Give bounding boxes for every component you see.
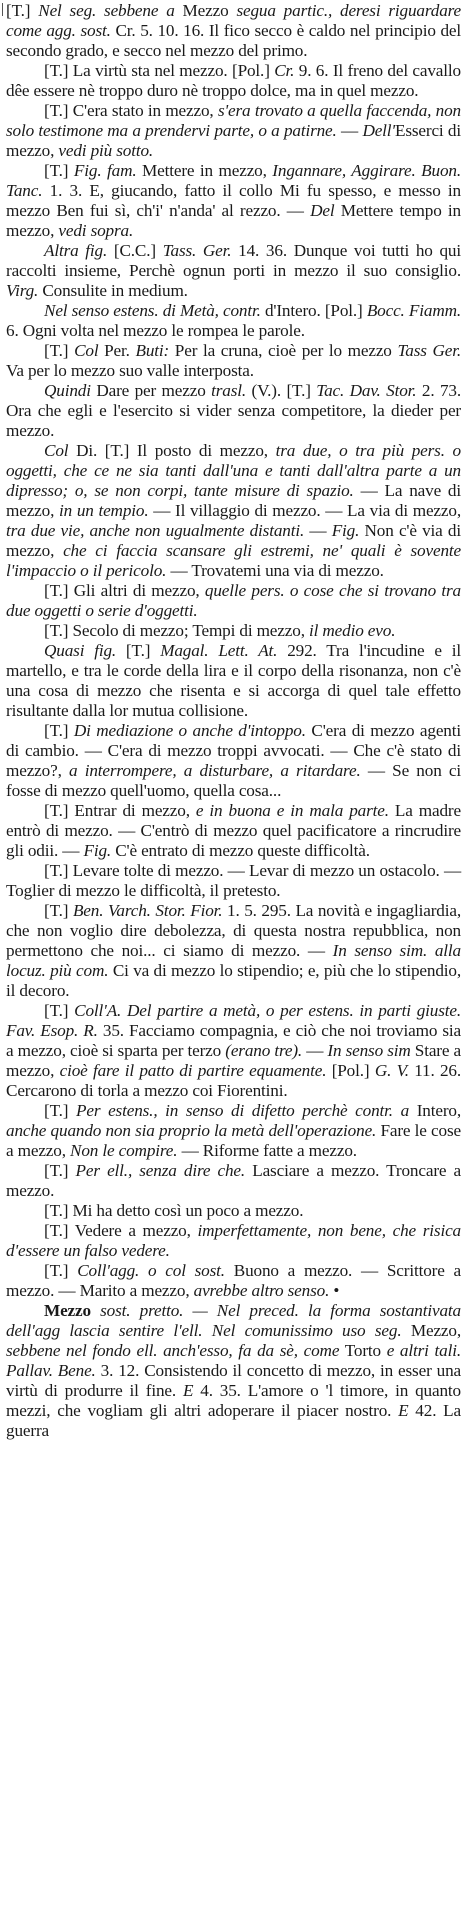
entry-paragraph bbox=[6, 61, 461, 101]
entry-paragraph bbox=[6, 1101, 461, 1161]
text-run: [Pol.] bbox=[326, 1061, 375, 1080]
text-run: Ci va di mezzo lo stipendio; e, più che lo stipendio, il decoro. bbox=[6, 961, 461, 1000]
entry-paragraph bbox=[6, 581, 461, 621]
italic-text: Quindi bbox=[44, 381, 91, 400]
italic-text: e altri tali. Pallav. Bene. bbox=[6, 1341, 461, 1380]
text-run: Per. bbox=[98, 341, 136, 360]
text-run: [T.] bbox=[6, 1, 39, 20]
text-run: 9. 6. Il freno del cavallo dêe essere nè troppo duro nè troppo dolce, ma in quel mezzo. bbox=[6, 61, 461, 100]
text-run: [T.] Mi ha detto così un poco a mezzo. bbox=[44, 1201, 304, 1220]
italic-text: Fig. bbox=[331, 521, 360, 540]
text-run: [T.] bbox=[44, 901, 73, 920]
italic-text: Tac. Dav. Stor. bbox=[316, 381, 417, 400]
italic-text: Dell' bbox=[362, 121, 395, 140]
italic-text: sebbene nel fondo ell. anch'esso, fa da sè, come bbox=[6, 1341, 340, 1360]
italic-text: tra due, o tra più pers. o oggetti, che ce ne sia tanti dall'una e tanti dall'altra parte a un dipresso; o, se non corpi, tante misure di spazio. bbox=[6, 441, 461, 500]
italic-text: Altra fig. bbox=[44, 241, 108, 260]
text-run: [T.] Entrar di mezzo, bbox=[44, 801, 196, 820]
italic-text: cioè fare il patto di partire equamente. bbox=[59, 1061, 327, 1080]
text-run: — bbox=[304, 521, 332, 540]
entry-paragraph bbox=[6, 161, 461, 241]
italic-text: Fig. bbox=[83, 841, 112, 860]
text-run: 11. 26. Cercarono di torla a mezzo coi Fiorentini. bbox=[6, 1061, 461, 1100]
entry-paragraph bbox=[6, 241, 461, 301]
text-run: Mezzo, bbox=[401, 1321, 461, 1340]
text-run: Consulite in medium. bbox=[38, 281, 188, 300]
headword: Mezzo bbox=[44, 1301, 91, 1320]
text-run: Esserci di mezzo, bbox=[6, 121, 461, 160]
text-run: Intero, bbox=[409, 1101, 462, 1120]
italic-text: Tass Ger. bbox=[397, 341, 462, 360]
entry-paragraph bbox=[6, 1301, 461, 1441]
text-run: Va per lo mezzo suo valle interposta. bbox=[6, 361, 254, 380]
entry-paragraph bbox=[6, 801, 461, 861]
italic-text: Fig. fam. bbox=[73, 161, 137, 180]
italic-text: Nel senso estens. di Metà, contr. bbox=[44, 301, 261, 320]
entry-paragraph bbox=[6, 1, 461, 61]
italic-text: che ci faccia scansare gli estremi, ne' quali è sovente l'impaccio o il pericolo. bbox=[6, 541, 461, 580]
text-run: — bbox=[302, 1041, 328, 1060]
italic-text: segua partic., deresi riguardare come agg. sost. bbox=[6, 1, 462, 40]
text-run: 3. 12. Consistendo il concetto di mezzo, in esser una virtù di produrre il fine. bbox=[6, 1361, 461, 1400]
italic-text: quelle pers. o cose che si trovano tra due oggetti o serie d'oggetti. bbox=[6, 581, 462, 620]
italic-text: E bbox=[182, 1381, 194, 1400]
text-run: [T.] bbox=[44, 341, 75, 360]
dictionary-entries bbox=[6, 1, 461, 1441]
text-run: — Se non ci fosse di mezzo quell'uomo, quella cosa... bbox=[6, 761, 462, 800]
italic-text: Ingannare, Aggirare. Buon. Tanc. bbox=[6, 161, 461, 200]
text-run: [T.] C'era stato in mezzo, bbox=[44, 101, 218, 120]
italic-text: Coll'agg. o col sost. bbox=[77, 1261, 225, 1280]
entry-paragraph bbox=[6, 621, 461, 641]
text-run: 6. Ogni volta nel mezzo le rompea le parole. bbox=[6, 321, 305, 340]
text-run bbox=[91, 1301, 100, 1320]
entry-paragraph bbox=[6, 1261, 461, 1301]
text-run: [T.] bbox=[44, 1001, 75, 1020]
text-run: Mezzo bbox=[174, 1, 237, 20]
text-run: [T.] La virtù sta nel mezzo. [Pol.] bbox=[44, 61, 275, 80]
text-run: [T.] bbox=[44, 1101, 77, 1120]
italic-text: Nel seg. sebbene a bbox=[38, 1, 175, 20]
text-run: Lasciare a mezzo. Troncare a mezzo. bbox=[6, 1161, 462, 1200]
italic-text: G. V. bbox=[374, 1061, 409, 1080]
text-run: — Riforme fatte a mezzo. bbox=[177, 1141, 357, 1160]
text-run: La madre entrò di mezzo. — C'entrò di mezzo quel pacificatore a rincrudire gli odii. — bbox=[6, 801, 461, 860]
text-run: — Trovatemi una via di mezzo. bbox=[166, 561, 384, 580]
text-run: 1. 3. E, giucando, fatto il collo Mi fu spesso, e messo in mezzo Ben fui sì, ch'i' n'anda' al rezzo. — bbox=[6, 181, 461, 220]
entry-paragraph bbox=[6, 901, 461, 1001]
text-run: [T.] Gli altri di mezzo, bbox=[44, 581, 205, 600]
entry-paragraph bbox=[6, 861, 461, 901]
entry-paragraph bbox=[6, 101, 461, 161]
text-run: Di. [T.] Il posto di mezzo, bbox=[68, 441, 276, 460]
entry-paragraph bbox=[6, 381, 461, 441]
italic-text: Quasi fig. bbox=[44, 641, 117, 660]
italic-text: Magal. Lett. At. bbox=[160, 641, 278, 660]
text-run: Dare per mezzo bbox=[90, 381, 212, 400]
italic-text: Coll'A. Del partire a metà, o per estens. in parti giuste. Fav. Esop. R. bbox=[6, 1001, 462, 1040]
italic-text: vedi più sotto. bbox=[58, 141, 154, 160]
text-run: Per la cruna, cioè per lo mezzo bbox=[169, 341, 398, 360]
italic-text: Bocc. Fiamm. bbox=[366, 301, 461, 320]
text-run: — La nave di mezzo, bbox=[6, 481, 461, 520]
text-run: [T.] bbox=[44, 161, 74, 180]
text-run: [T.] bbox=[44, 1161, 76, 1180]
italic-text: a interrompere, a disturbare, a ritardare. bbox=[69, 761, 361, 780]
text-run: Mettere tempo in mezzo, bbox=[6, 201, 461, 240]
text-run: C'è entrato di mezzo queste difficoltà. bbox=[111, 841, 370, 860]
text-run: — Il villaggio di mezzo. — La via di mezzo, bbox=[148, 501, 461, 520]
text-run: [T.] Vedere a mezzo, bbox=[44, 1221, 198, 1240]
italic-text: Del bbox=[310, 201, 335, 220]
entry-paragraph bbox=[6, 641, 461, 721]
italic-text: imperfettamente, non bene, che risica d'essere un falso vedere. bbox=[6, 1221, 461, 1260]
italic-text: vedi sopra. bbox=[58, 221, 134, 240]
text-run: Stare a mezzo, bbox=[6, 1041, 461, 1080]
margin-mark bbox=[2, 3, 3, 16]
italic-text: Per ell., senza dire che. bbox=[75, 1161, 246, 1180]
text-run: d'Intero. [Pol.] bbox=[260, 301, 367, 320]
italic-text: in un tempio. bbox=[59, 501, 149, 520]
entry-paragraph bbox=[6, 1221, 461, 1261]
entry-paragraph bbox=[6, 441, 461, 581]
italic-text: Cr. bbox=[274, 61, 295, 80]
text-run: (V.). [T.] bbox=[246, 381, 317, 400]
italic-text: Virg. bbox=[6, 281, 39, 300]
text-run: 4. 35. L'amore o 'l timore, in quanto mezzi, che vogliam gli altri adoperare il piacer nostro. bbox=[6, 1381, 461, 1420]
italic-text: anche quando non sia proprio la metà dell'operazione. bbox=[6, 1121, 377, 1140]
italic-text: trasl. bbox=[211, 381, 247, 400]
entry-paragraph bbox=[6, 1201, 461, 1221]
italic-text: Ben. Varch. Stor. Fior. bbox=[72, 901, 223, 920]
entry-paragraph bbox=[6, 301, 461, 341]
text-run: [C.C.] bbox=[107, 241, 163, 260]
italic-text: Non le compire. bbox=[70, 1141, 178, 1160]
text-run: — bbox=[336, 121, 363, 140]
text-run: [T.] Levare tolte di mezzo. — Levar di mezzo un ostacolo. — Toglier di mezzo le difficoltà, il pretesto. bbox=[6, 861, 461, 900]
text-run: 2. 73. Ora che egli e l'esercito si vider senza competitore, la dieder per mezzo. bbox=[6, 381, 462, 440]
text-run: [T.] bbox=[44, 1261, 78, 1280]
text-run: 35. Facciamo compagnia, e ciò che noi troviamo sia a mezzo, cioè si sparta per terzo bbox=[6, 1021, 462, 1060]
entry-paragraph bbox=[6, 721, 461, 801]
text-run: Fare le cose a mezzo, bbox=[6, 1121, 461, 1160]
text-run: Buono a mezzo. — Scrittore a mezzo. — Marito a mezzo, bbox=[6, 1261, 461, 1300]
text-run: [T.] bbox=[116, 641, 161, 660]
text-run: Cr. 5. 10. 16. Il fico secco è caldo nel principio del secondo grado, e secco nel mezzo del primo. bbox=[6, 21, 462, 60]
italic-text: tra due vie, anche non ugualmente distanti. bbox=[6, 521, 305, 540]
italic-text: e in buona e in mala parte. bbox=[195, 801, 389, 820]
italic-text: sost. pretto. — Nel preced. la forma sostantivata dell'agg lascia sentire l'ell. Nel comunissimo uso seg. bbox=[6, 1301, 461, 1340]
entry-paragraph bbox=[6, 1001, 461, 1101]
text-run: • bbox=[329, 1281, 340, 1300]
italic-text: s'era trovato a quella faccenda, non solo testimone ma a prendervi parte, o a patirne. bbox=[6, 101, 461, 140]
text-run: Torto bbox=[339, 1341, 387, 1360]
italic-text: (erano tre). bbox=[225, 1041, 303, 1060]
text-run: 292. Tra l'incudine e il martello, e tra le corde della lira e il corpo della risonanza, non c'è una cosa di mezzo che risenta e si accorga di quel tale effetto risultante dalla lor mutua collisione. bbox=[6, 641, 461, 720]
italic-text: E bbox=[398, 1401, 409, 1420]
italic-text: il medio evo. bbox=[309, 621, 396, 640]
text-run: Non c'è via di mezzo, bbox=[6, 521, 461, 560]
italic-text: Tass. Ger. bbox=[162, 241, 232, 260]
italic-text: Col bbox=[44, 441, 69, 460]
text-run: [T.] bbox=[44, 721, 74, 740]
italic-text: Col bbox=[74, 341, 99, 360]
entry-paragraph bbox=[6, 341, 461, 381]
text-run: 1. 5. 295. La novità e ingagliardia, che non voglio dire debolezza, di questa nostra repubblica, non permettono che noi... ci siamo di mezzo. — bbox=[6, 901, 461, 960]
italic-text: avrebbe altro senso. bbox=[193, 1281, 330, 1300]
italic-text: In senso sim bbox=[327, 1041, 411, 1060]
entry-paragraph bbox=[6, 1161, 461, 1201]
text-run: 42. La guerra bbox=[6, 1401, 462, 1440]
italic-text: Buti: bbox=[135, 341, 170, 360]
text-run: Mettere in mezzo, bbox=[136, 161, 273, 180]
italic-text: In senso sim. alla locuz. più com. bbox=[6, 941, 461, 980]
italic-text: Di mediazione o anche d'intoppo. bbox=[73, 721, 306, 740]
text-run: C'era di mezzo agenti di cambio. — C'era di mezzo troppi avvocati. — Che c'è stato di mezzo?, bbox=[6, 721, 461, 780]
italic-text: Per estens., in senso di difetto perchè contr. a bbox=[76, 1101, 410, 1120]
text-run: 14. 36. Dunque voi tutti ho qui raccolti insieme, Perchè ognun porti in mezzo il suo consiglio. bbox=[6, 241, 461, 280]
text-run: [T.] Secolo di mezzo; Tempi di mezzo, bbox=[44, 621, 309, 640]
